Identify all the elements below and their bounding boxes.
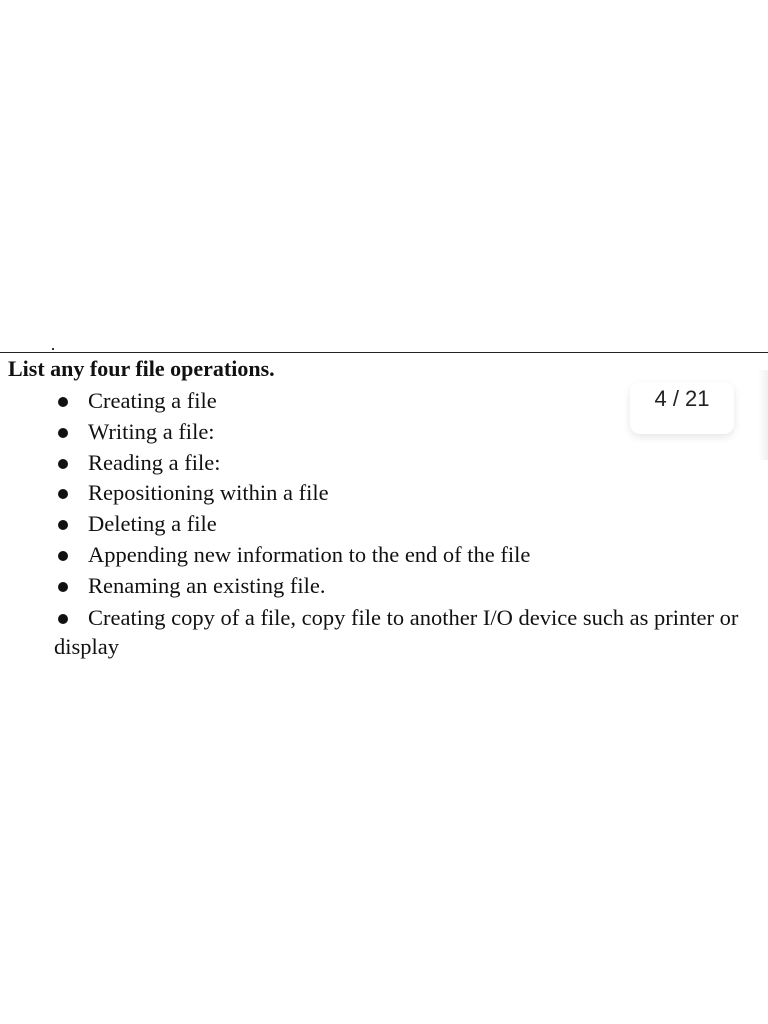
edge-shadow [758,370,768,460]
bullet-icon [58,459,68,469]
bullet-icon [58,614,68,624]
list-item [54,478,766,509]
list-item [54,540,766,571]
list-item-text: Deleting a file [88,511,217,537]
question-heading: List any four file operations. [8,356,275,381]
list-item [54,448,766,479]
bullet-icon [58,489,68,499]
list-item [54,509,766,540]
bullet-icon [58,520,68,530]
list-item-text: Reading a file: [88,449,221,475]
list-item-text: Renaming an existing file. [88,572,326,598]
list-item-text: Appending new information to the end of the file [88,541,531,567]
list-item [54,603,766,661]
list-item-text: Writing a file: [88,418,215,444]
bullet-icon [58,551,68,561]
bullet-icon [58,428,68,438]
top-divider-line [0,352,768,353]
page-indicator-label: 4 / 21 [654,386,710,411]
list-item-text: Repositioning within a file [88,480,329,506]
list-item-text: Creating a file [88,388,217,413]
page-indicator [630,382,734,434]
bullet-icon [58,582,68,592]
list-item [54,571,766,602]
bullet-icon [58,397,68,407]
list-item-text: Creating copy of a file, copy file to another I/O device such as printer or display [54,604,739,659]
rule-tick-mark [52,348,54,350]
